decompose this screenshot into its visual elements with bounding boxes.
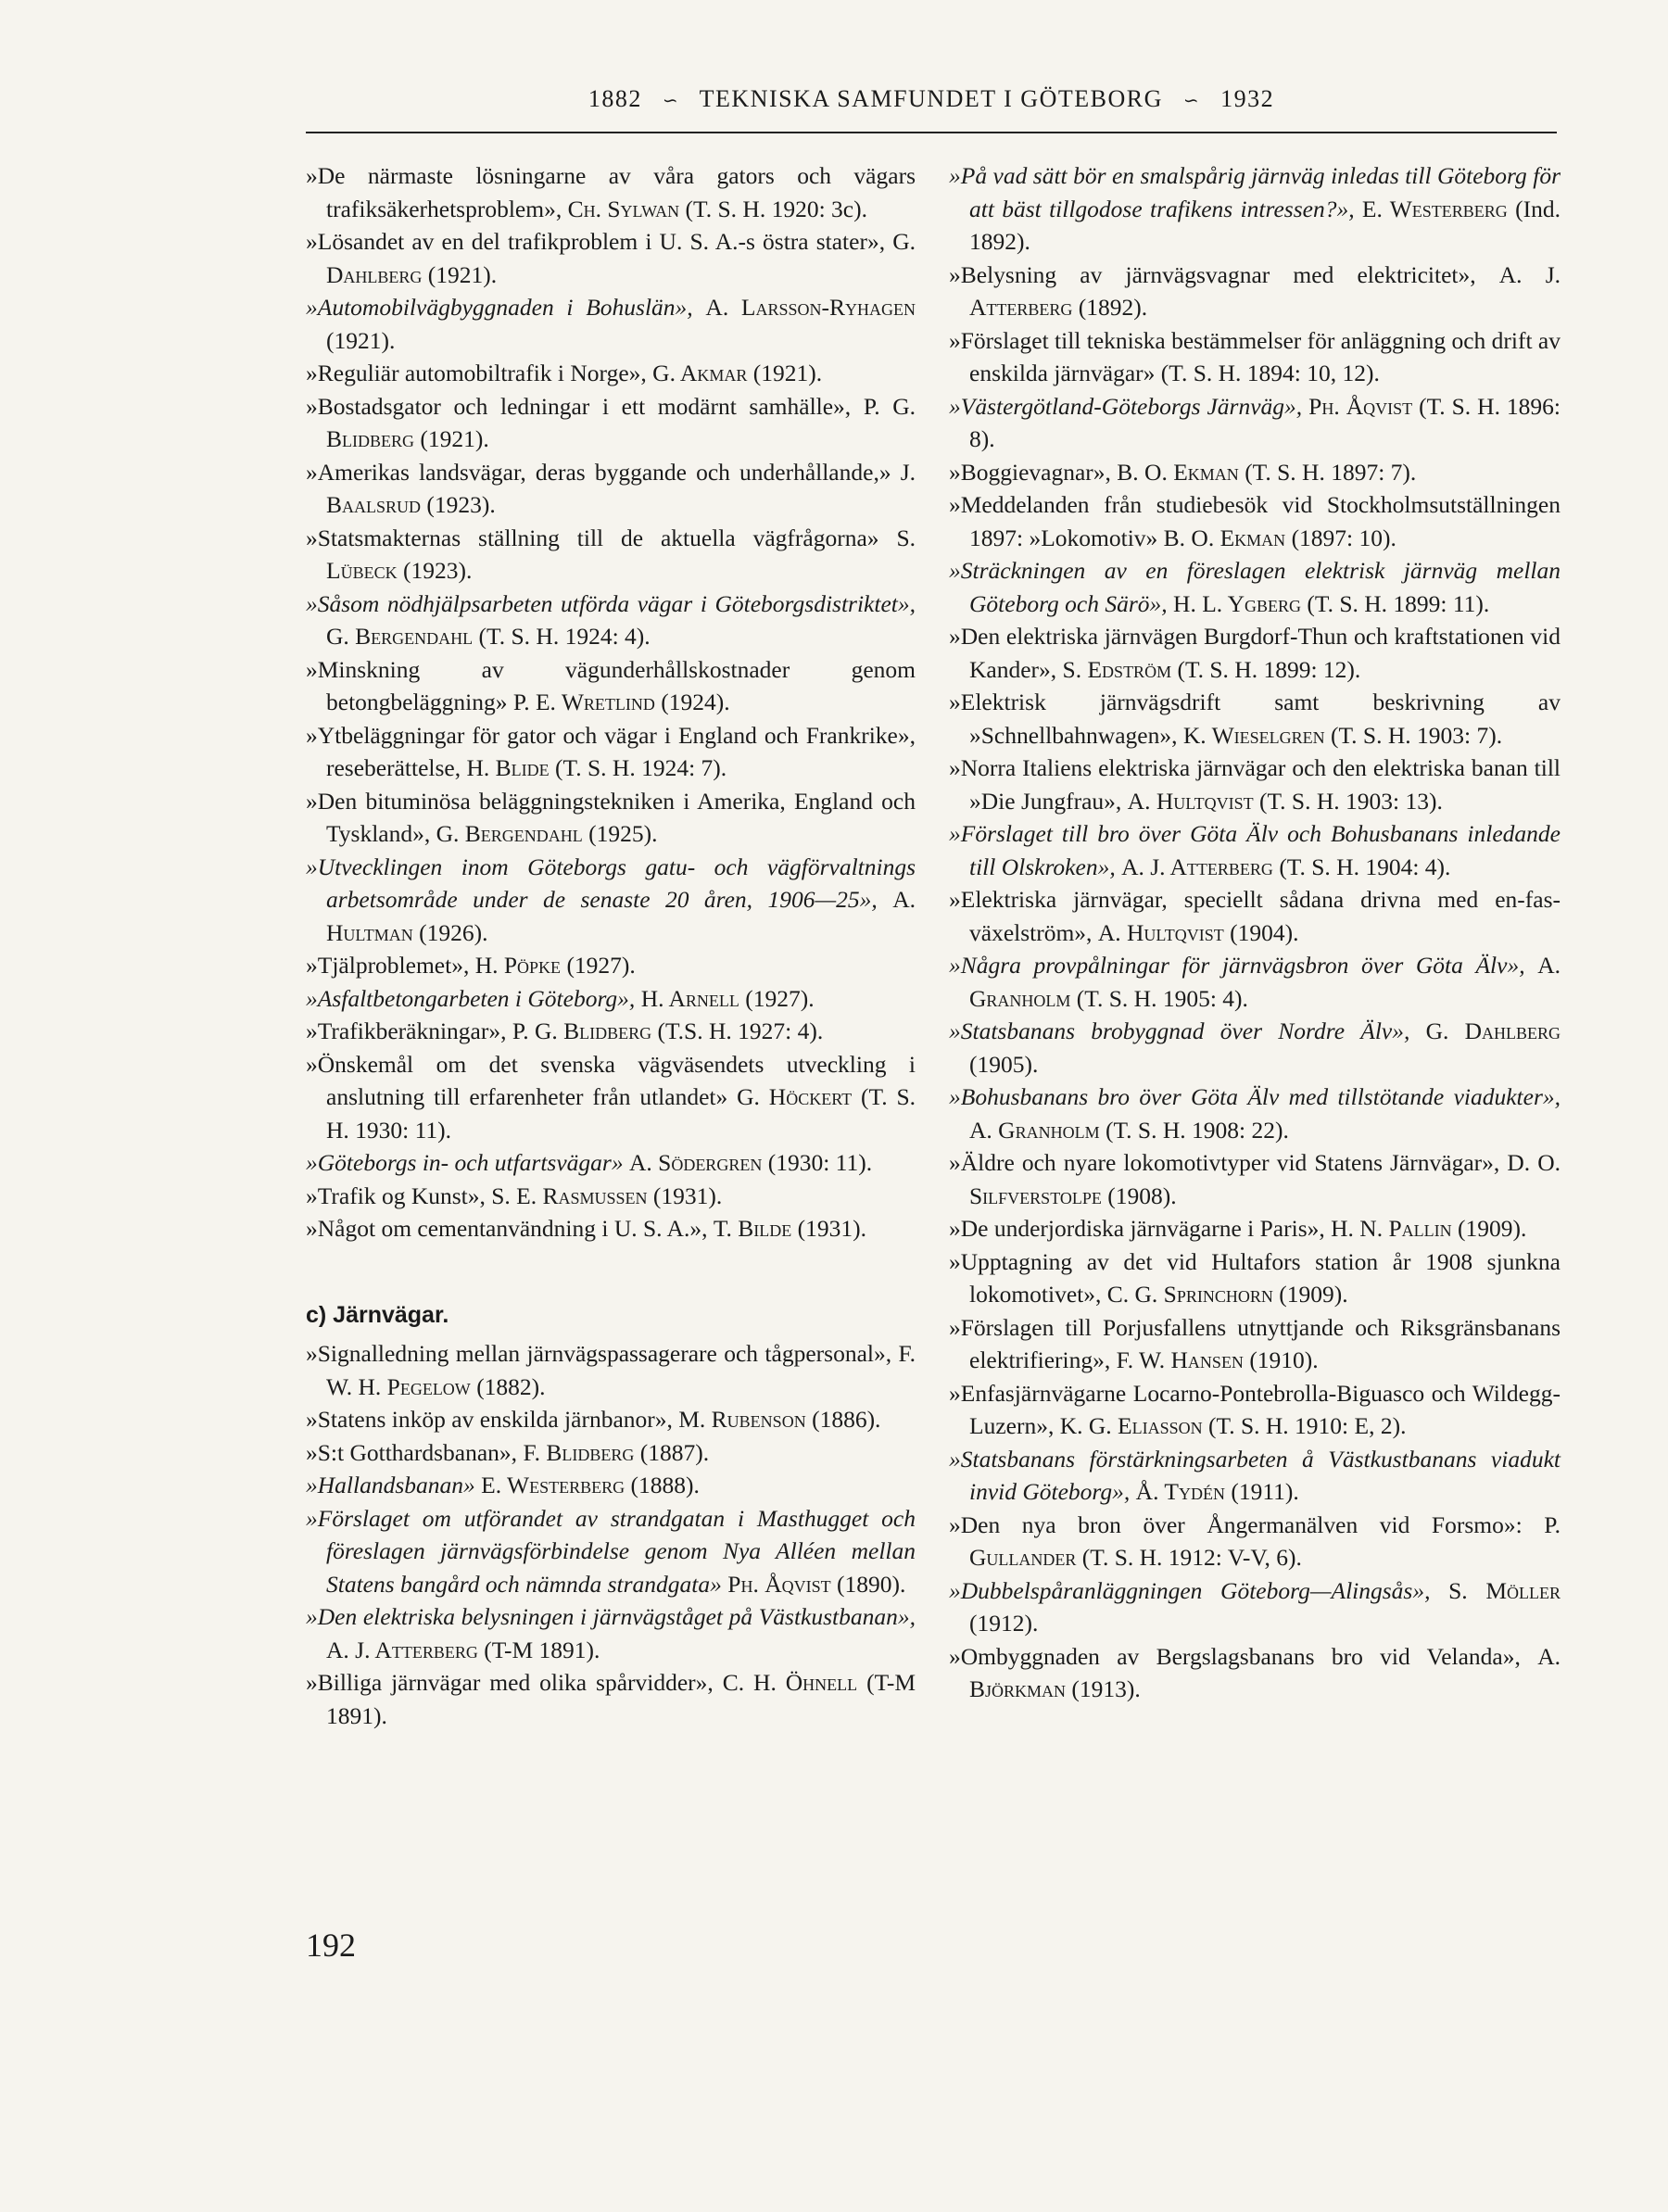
entry-author: A. Larsson-Ryhagen [705,294,916,321]
entry-title: »Ytbeläggningar för gator och vägar i England och Frankrike», reseberättelse, [306,721,916,781]
bibliography-entry [949,159,1561,259]
bibliography-entry [949,949,1561,1015]
entry-author: H. Pöpke [474,952,562,979]
entry-reference: (1909). [1458,1215,1527,1242]
entry-reference: (T. S. H. 1899: 12). [1177,655,1361,683]
bibliography-entry [306,522,916,588]
entry-reference: (1921). [420,425,489,452]
entry-title: »De närmaste lösningarne av våra gators och vägars trafiksäkerhetsproblem», [306,162,916,222]
entry-reference: (1926). [419,918,488,946]
bibliography-entry [306,1180,916,1213]
bibliography-entry [949,1015,1561,1081]
entry-title: »Några provpålningar för järnvägsbron över Göta Älv», [949,952,1525,979]
bibliography-entry [306,456,916,522]
entry-title: »Önskemål om det svenska vägväsendets utveckling i anslutning till erfarenheter från utlandet» [306,1050,916,1110]
entry-reference: (T.S. H. 1927: 4). [657,1018,824,1044]
entry-title: »Statens inköp av enskilda järnbanor», [306,1406,673,1433]
entry-reference: (1911). [1231,1478,1299,1505]
entry-author: M. Rubenson [678,1406,806,1433]
entry-reference: (1927). [566,952,636,979]
entry-reference: (T. S. H. 1924: 4). [478,623,651,650]
entry-title: »Den elektriska belysningen i järnvägståget på Västkustbanan», [306,1603,916,1630]
right-column [949,159,1561,1706]
bibliography-entry [949,1443,1561,1509]
bibliography-entry [949,1081,1561,1146]
entry-reference: (1924). [661,689,730,715]
bibliography-entry [306,653,916,719]
bibliography-entry [306,1015,916,1048]
entry-reference: (T. S. H. 1924: 7). [555,754,727,781]
ornament-icon: ∽ [1182,91,1201,111]
entry-reference: (1925). [588,820,658,847]
entry-reference: (T. S. H. 1912: V-V, 6). [1081,1544,1302,1571]
entry-title: »Utvecklingen inom Göteborgs gatu- och vägförvaltnings arbetsområde under de senaste 20 åren, 1906—25», [306,853,916,913]
entry-author: P. G. Blidberg [512,1018,652,1044]
entry-reference: (1921). [427,260,498,288]
bibliography-entry [949,1311,1561,1377]
entry-title: »Belysning av järnvägsvagnar med elektricitet», [949,260,1476,288]
entry-title: »Lösandet av en del trafikproblem i U. S. A.-s östra stater», [306,228,886,255]
entry-title: »Trafikberäkningar», [306,1018,507,1044]
entry-author: H. Arnell [640,984,739,1012]
bibliography-entry [949,554,1561,620]
entry-title: »Sträckningen av en föreslagen elektrisk järnväg mellan Göteborg och Särö», [949,557,1561,617]
entry-title: »Statsbanans brobyggnad över Nordre Älv», [949,1018,1410,1044]
entry-author: S. Lübeck [326,524,916,584]
header-year-start: 1882 [588,85,642,112]
bibliography-entry [306,1666,916,1732]
entry-title: »Upptagning av det vid Hultafors station år 1908 sjunkna lokomotivet», [949,1247,1561,1308]
entry-reference: (1909). [1279,1281,1348,1308]
entry-title: »Något om cementanvändning i U. S. A.», [306,1215,708,1242]
left-entries-top [306,159,916,1245]
entry-author: K. Wieselgren [1182,721,1325,749]
entry-title: »Hallandsbanan» [306,1472,475,1498]
entry-title: »Asfaltbetongarbeten i Göteborg», [306,984,636,1012]
entry-title: »Förslaget till tekniska bestämmelser för anläggning och drift av enskilda järnvägar» [949,326,1561,386]
entry-reference: (1931). [652,1182,723,1209]
entry-reference: (1927). [745,984,815,1012]
entry-reference: (1912). [969,1610,1039,1637]
entry-author: B. O. Ekman [1163,524,1286,551]
entry-author: J. Baalsrud [326,458,916,518]
bibliography-entry [949,1146,1561,1212]
entry-title: »Den bituminösa beläggningstekniken i Amerika, England och Tyskland», [306,787,916,847]
entry-title: »Göteborgs in- och utfartsvägar» [306,1149,624,1176]
entry-reference: (1923). [426,491,496,518]
bibliography-entry [949,1640,1561,1706]
entry-author: C. H. Öhnell [722,1669,858,1696]
bibliography-entry [306,588,916,653]
entry-author: H. Blide [466,754,550,781]
entry-author: A. J. Atterberg [969,260,1561,321]
bibliography-entry [949,259,1561,324]
entry-title: »Amerikas landsvägar, deras byggande och underhållande,» [306,458,891,486]
entry-reference: (1882). [476,1372,546,1400]
entry-title: »Statsbanans förstärkningsarbeten å Västkustbanans viadukt invid Göteborg», [949,1445,1561,1505]
entry-author: A. Hultqvist [1097,918,1224,946]
entry-author: A. J. Atterberg [326,1636,478,1663]
bibliography-entry [306,1403,916,1436]
entry-author: P. E. Wretlind [512,689,655,715]
entry-author: A. Södergren [628,1149,763,1176]
entry-title: »De underjordiska järnvägarne i Paris», [949,1215,1325,1242]
entry-reference: (Ind. 1892). [969,195,1561,255]
left-entries-bottom [306,1337,916,1732]
bibliography-entry [949,324,1561,390]
entry-title: »Elektrisk järnvägsdrift samt beskrivning av »Schnellbahnwagen», [949,689,1561,749]
bibliography-entry [306,851,916,950]
bibliography-entry [306,159,916,225]
entry-title: »Automobilvägbyggnaden i Bohuslän», [306,294,693,321]
entry-author: A. Hultqvist [1127,787,1254,815]
entry-reference: (1931). [797,1215,866,1242]
header-rule [306,132,1557,133]
entry-author: F. W. H. Pegelow [326,1340,916,1400]
entry-author: A. Granholm [969,952,1561,1012]
page-number: 192 [306,1927,356,1964]
entry-reference: (T. S. H. 1899: 11). [1307,589,1490,617]
entry-author: F. Blidberg [523,1438,635,1466]
bibliography-entry [306,719,916,785]
entry-title: »Boggievagnar», [949,458,1111,486]
bibliography-entry [949,883,1561,949]
entry-reference: (1921). [752,360,823,386]
entry-reference: (1921). [326,326,396,354]
entry-reference: (1888). [630,1472,700,1498]
entry-reference: (1890). [837,1570,906,1598]
bibliography-entry [306,291,916,357]
entry-title: »Förslagen till Porjusfallens utnyttjande och Riksgränsbanans elektrifiering», [949,1313,1561,1373]
entry-reference: (1908). [1107,1182,1177,1209]
bibliography-entry [306,1212,916,1245]
entry-reference: (T. S. H. 1908: 22). [1105,1116,1289,1144]
page-header [306,85,1557,113]
entry-author: S. Möller [1448,1576,1561,1604]
entry-author: A. Björkman [969,1642,1561,1702]
header-title: TEKNISKA SAMFUNDET I GÖTEBORG [699,85,1163,112]
entry-reference: (T. S. H. 1920: 3c). [685,195,867,222]
entry-title: »På vad sätt bör en smalspårig järnväg inledas till Göteborg för att bäst tillgodose trafikens intressen?», [949,162,1561,222]
bibliography-entry [949,1377,1561,1443]
entry-author: A. Granholm [969,1116,1100,1144]
entry-reference: (T. S. H. 1903: 7). [1331,721,1503,749]
bibliography-entry [306,1048,916,1147]
entry-author: K. G. Eliasson [1059,1412,1203,1439]
bibliography-entry [949,390,1561,456]
entry-reference: (T-M 1891). [484,1636,600,1663]
bibliography-entry [949,817,1561,883]
entry-reference: (T. S. H. 1905: 4). [1076,984,1248,1012]
entry-reference: (T. S. H. 1903: 13). [1258,787,1443,815]
section-heading: c) Järnvägar. [306,1301,449,1328]
bibliography-entry [306,1146,916,1180]
entry-reference: (1923). [402,557,473,584]
entry-reference: (1904). [1230,918,1299,946]
bibliography-entry [306,390,916,456]
entry-title: »Signalledning mellan järnvägspassagerare och tågpersonal», [306,1340,892,1367]
entry-author: F. W. Hansen [1116,1346,1244,1373]
entry-author: G. Dahlberg [326,228,916,288]
entry-author: B. O. Ekman [1117,458,1239,486]
entry-reference: (T-M 1891). [326,1669,916,1729]
bibliography-entry [306,1502,916,1601]
entry-author: H. N. Pallin [1331,1215,1452,1242]
entry-title: »Den nya bron över Ångermanälven vid Forsmo»: [949,1510,1523,1538]
entry-author: G. Bergendahl [326,623,474,650]
entry-reference: (1913). [1071,1675,1141,1702]
entry-title: »Minskning av vägunderhållskostnader genom betongbeläggning» [306,655,916,715]
entry-author: T. Bilde [713,1215,792,1242]
bibliography-entry [949,1212,1561,1245]
right-entries [949,159,1561,1706]
bibliography-entry [306,1469,916,1502]
entry-author: Ph. Åqvist [1308,392,1413,420]
entry-reference: (1892). [1078,294,1148,321]
bibliography-entry [949,620,1561,686]
entry-reference: (T. S. H. 1894: 10, 12). [1160,360,1380,386]
entry-author: G. Akmar [652,360,748,386]
bibliography-entry [949,1509,1561,1574]
bibliography-entry [949,1574,1561,1640]
bibliography-entry [306,225,916,291]
entry-reference: (T. S. H. 1910: E, 2). [1208,1412,1407,1439]
entry-author: S. E. Rasmussen [491,1182,648,1209]
bibliography-entry [306,357,916,390]
entry-title: »Äldre och nyare lokomotivtyper vid Statens Järnvägar», [949,1149,1500,1176]
entry-reference: (T. S. H. 1930: 11). [326,1083,916,1144]
entry-reference: (1930: 11). [767,1149,873,1176]
bibliography-entry [949,488,1561,554]
entry-author: G. Bergendahl [436,820,583,847]
entry-title: »S:t Gotthardsbanan», [306,1438,518,1466]
bibliography-entry [306,1600,916,1666]
entry-title: »Billiga järnvägar med olika spårvidder», [306,1669,714,1696]
bibliography-entry [949,752,1561,817]
bibliography-entry [306,982,916,1016]
entry-author: C. G. Sprinchorn [1106,1281,1273,1308]
entry-title: »Ombyggnaden av Bergslagsbanans bro vid Velanda», [949,1642,1521,1670]
entry-author: A. Hultman [326,886,916,946]
entry-reference: (1887). [639,1438,710,1466]
bibliography-entry [306,1436,916,1470]
entry-title: »Den elektriska järnvägen Burgdorf-Thun och kraftstationen vid Kander», [949,623,1561,683]
entry-author: D. O. Silfverstolpe [969,1149,1561,1209]
entry-author: S. Edström [1062,655,1172,683]
entry-author: Ph. Åqvist [727,1570,831,1598]
header-year-end: 1932 [1220,85,1275,112]
entry-author: E. Westerberg [481,1472,626,1498]
entry-reference: (T. S. H. 1897: 7). [1245,458,1417,486]
entry-author: Å. Tydén [1135,1478,1225,1505]
entry-reference: (1905). [969,1050,1039,1078]
entry-title: »Norra Italiens elektriska järnvägar och den elektriska banan till »Die Jungfrau», [949,754,1561,815]
entry-reference: (1910). [1249,1346,1319,1373]
entry-author: G. Höckert [737,1083,853,1110]
entry-title: »Bohusbanans bro över Göta Älv med tillstötande viadukter», [949,1083,1561,1110]
entry-title: »Tjälproblemet», [306,952,470,979]
bibliography-entry [949,686,1561,752]
bibliography-entry [949,456,1561,489]
bibliography-entry [306,1337,916,1403]
entry-author: A. J. Atterberg [1121,853,1273,880]
entry-title: »Enfasjärnvägarne Locarno-Pontebrolla-Biguasco och Wildegg-Luzern», [949,1379,1561,1439]
entry-author: E. Westerberg [1361,195,1508,222]
bibliography-entry [306,785,916,851]
bibliography-entry [949,1245,1561,1311]
entry-reference: (T. S. H. 1904: 4). [1279,853,1451,880]
entry-author: Ch. Sylwan [567,195,680,222]
entry-reference: (1886). [812,1406,881,1433]
entry-title: »Statsmakternas ställning till de aktuella vägfrågorna» [306,524,879,551]
left-column [306,159,916,1732]
entry-title: »Såsom nödhjälpsarbeten utförda vägar i Göteborgsdistriktet», [306,589,916,617]
entry-reference: (1897: 10). [1291,524,1396,551]
entry-author: H. L. Ygberg [1173,589,1302,617]
ornament-icon: ∽ [662,91,680,111]
entry-author: G. Dahlberg [1425,1018,1561,1044]
entry-reference: (T. S. H. 1896: 8). [969,392,1561,452]
entry-title: »Västergötland-Göteborgs Järnväg», [949,392,1303,420]
entry-title: »Meddelanden från studiebesök vid Stockholmsutställningen 1897: »Lokomotiv» [949,491,1561,551]
entry-title: »Förslaget om utförandet av strandgatan i Masthugget och föreslagen järnvägsförbindelse genom Nya Alléen mellan Statens bangård och nämnda strandgata» [306,1504,916,1598]
entry-author: P. Gullander [969,1510,1561,1571]
entry-title: »Bostadsgator och ledningar i ett modärnt samhälle», [306,392,852,420]
entry-title: »Förslaget till bro över Göta Älv och Bohusbanans inledande till Olskroken», [949,820,1561,880]
bibliography-entry [306,949,916,982]
entry-title: »Reguliär automobiltrafik i Norge», [306,360,647,386]
entry-title: »Dubbelspåranläggningen Göteborg—Alingsås», [949,1576,1431,1604]
entry-author: P. G. Blidberg [326,392,916,452]
entry-title: »Trafik og Kunst», [306,1182,486,1209]
entry-title: »Elektriska järnvägar, speciellt sådana drivna med en-fas-växelström», [949,886,1561,946]
